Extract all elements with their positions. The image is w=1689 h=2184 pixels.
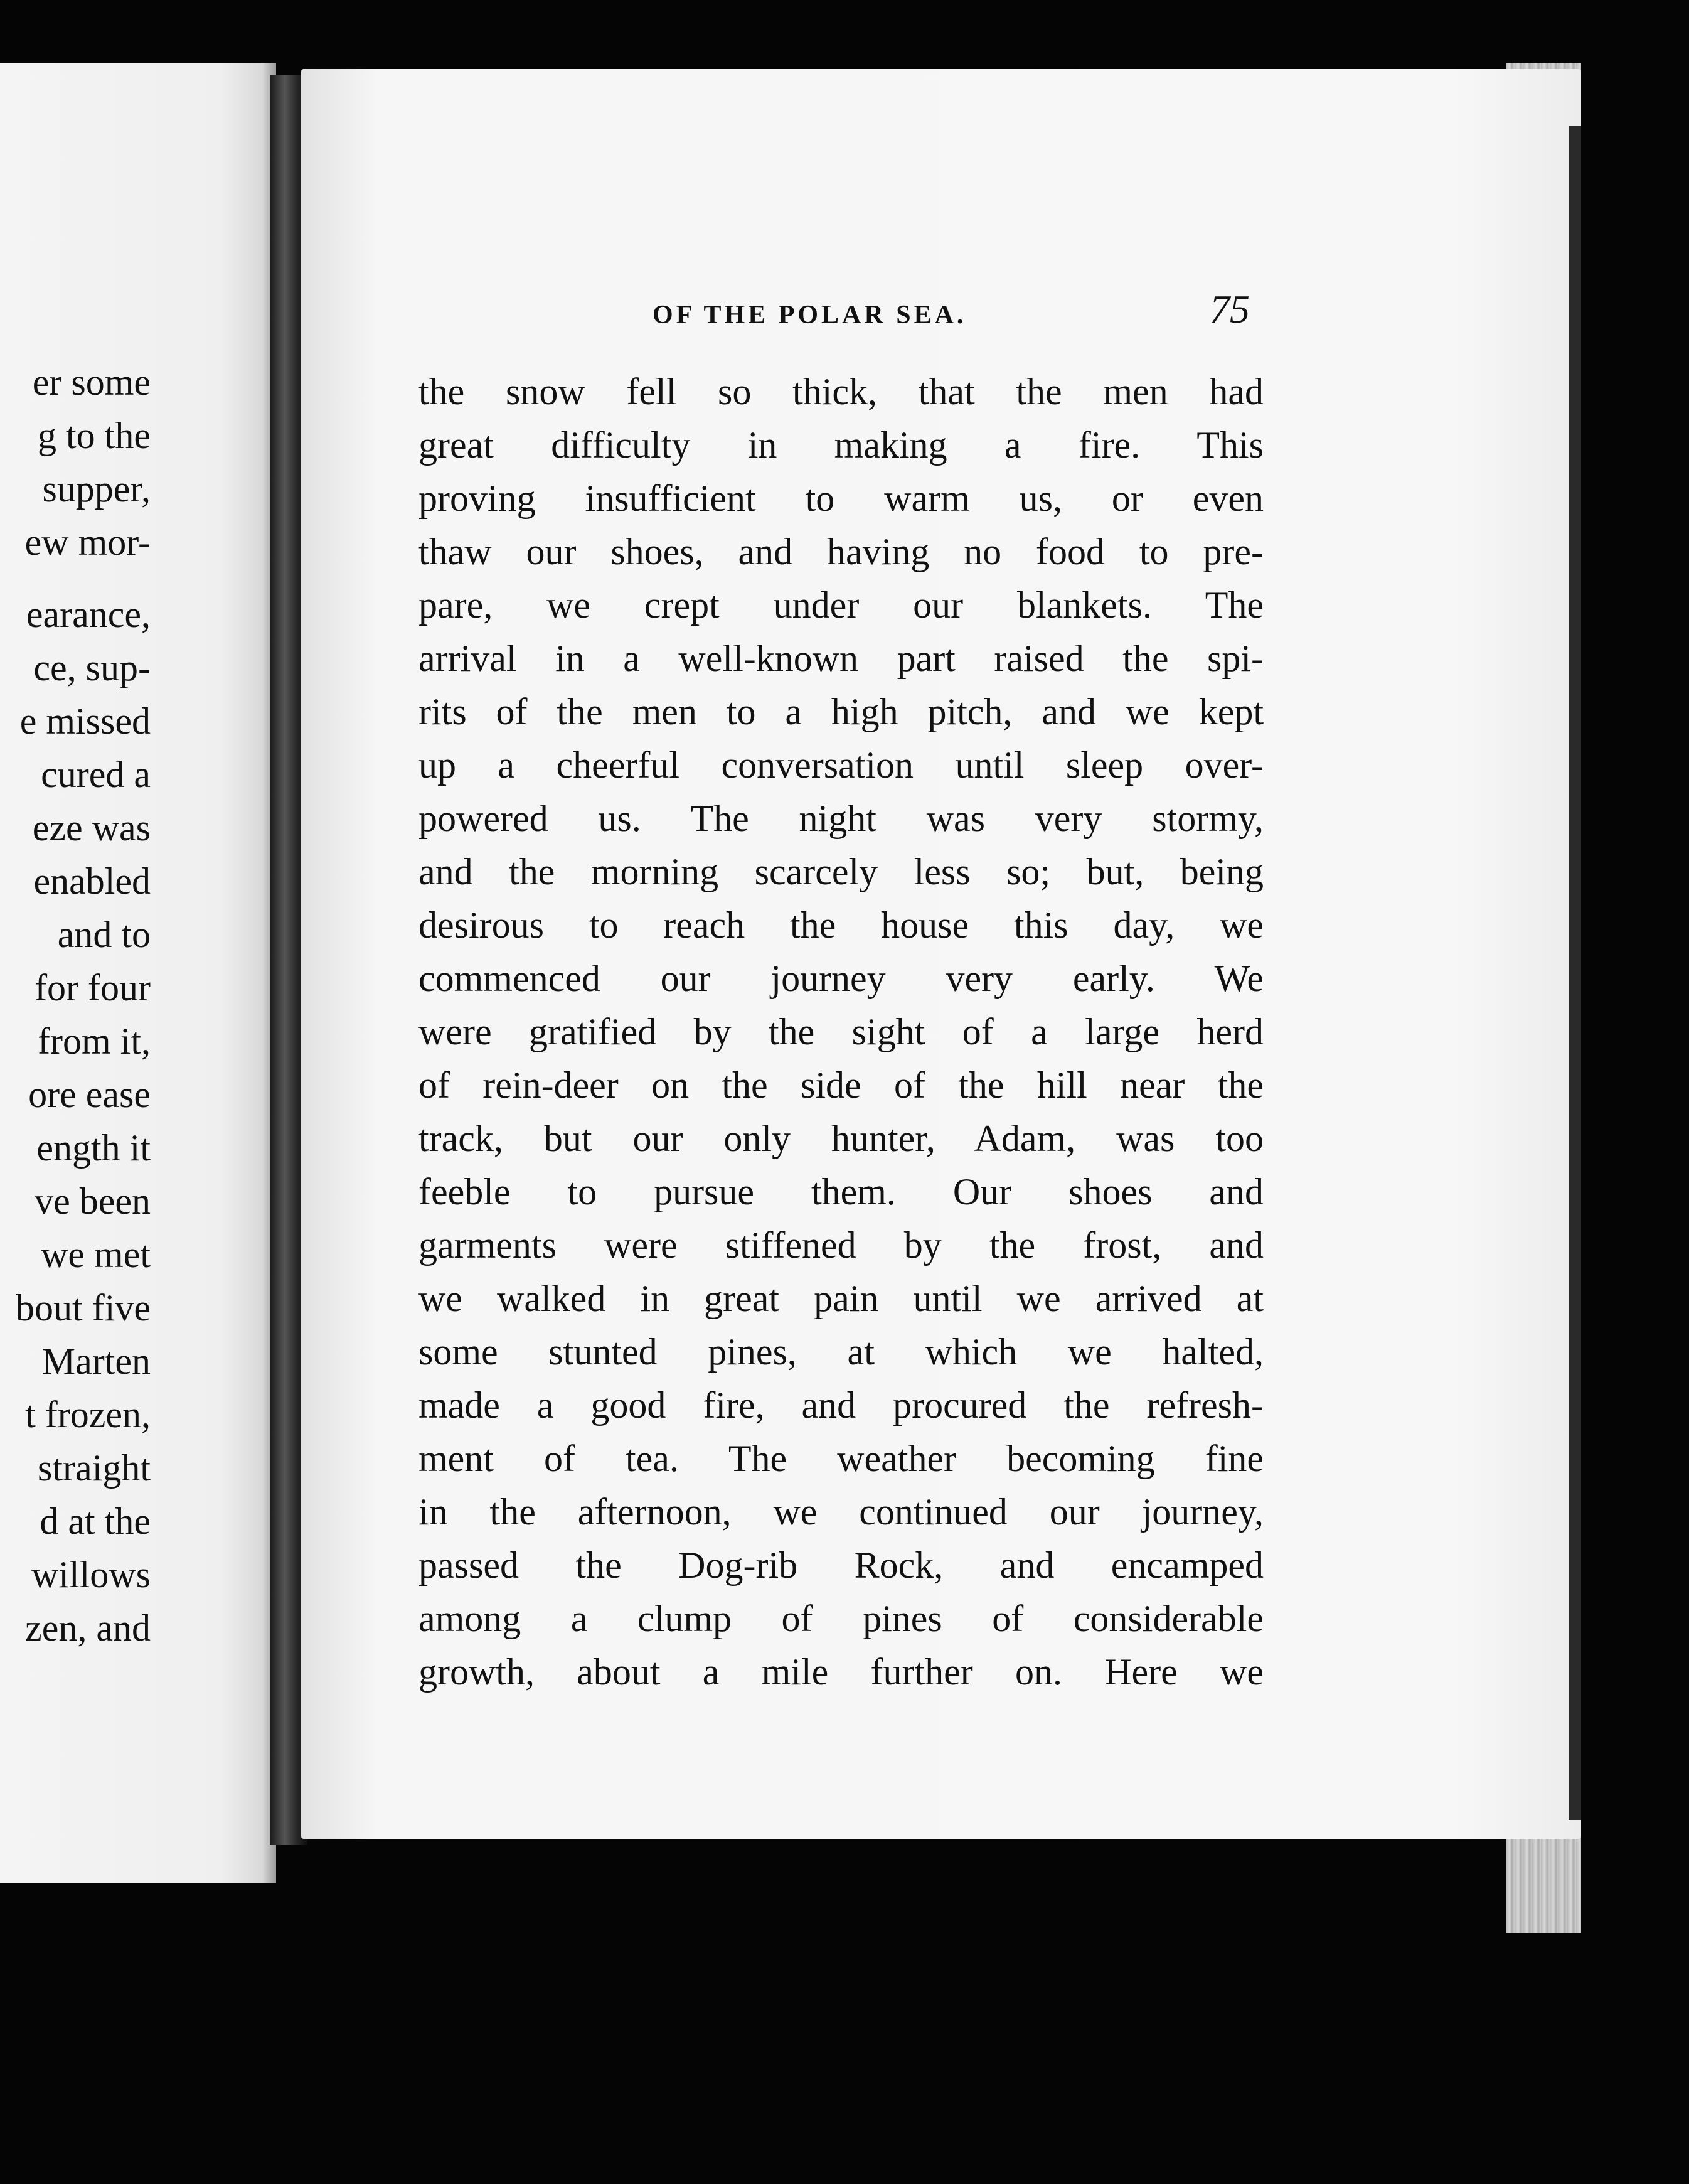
text-line: great difficulty in making a fire. This	[418, 424, 1264, 466]
left-text-fragment: ew mor-	[24, 522, 151, 563]
left-text-fragment: e missed	[19, 700, 151, 742]
left-text-fragment: er some	[32, 361, 151, 403]
text-line: feeble to pursue them. Our shoes and	[418, 1171, 1264, 1212]
left-text-fragment: from it,	[38, 1020, 151, 1062]
left-text-fragment: zen, and	[25, 1607, 151, 1649]
text-line: were gratified by the sight of a large herd	[418, 1011, 1264, 1052]
text-line: we walked in great pain until we arrived at	[418, 1278, 1264, 1319]
left-text-fragment: Marten	[41, 1341, 151, 1382]
text-line: commenced our journey very early. We	[418, 958, 1264, 999]
text-line: thaw our shoes, and having no food to pre-	[418, 531, 1264, 572]
text-line: pare, we crept under our blankets. The	[418, 584, 1264, 626]
left-text-fragment: cured a	[41, 754, 151, 795]
text-line: growth, about a mile further on. Here we	[418, 1651, 1264, 1693]
left-text-fragment: ore ease	[28, 1074, 151, 1115]
text-line: among a clump of pines of considerable	[418, 1598, 1264, 1639]
left-text-fragment: straight	[38, 1447, 151, 1489]
text-line: and the morning scarcely less so; but, being	[418, 851, 1264, 892]
text-line: passed the Dog-rib Rock, and encamped	[418, 1544, 1264, 1586]
text-line: desirous to reach the house this day, we	[418, 904, 1264, 946]
text-line: arrival in a well-known part raised the spi-	[418, 638, 1264, 679]
text-line: of rein-deer on the side of the hill near the	[418, 1064, 1264, 1106]
left-text-fragment: eze was	[32, 807, 151, 848]
text-line: in the afternoon, we continued our journey,	[418, 1491, 1264, 1533]
left-text-fragment: for four	[35, 967, 151, 1009]
left-text-fragment: we met	[41, 1234, 151, 1275]
running-header: OF THE POLAR SEA.	[653, 301, 967, 329]
text-line: proving insufficient to warm us, or even	[418, 478, 1264, 519]
text-line: powered us. The night was very stormy,	[418, 798, 1264, 839]
body-text	[418, 365, 1264, 1699]
text-line: ment of tea. The weather becoming fine	[418, 1438, 1264, 1479]
text-line: the snow fell so thick, that the men had	[418, 371, 1264, 412]
page-number: 75	[1210, 287, 1250, 331]
left-text-fragment: earance,	[26, 594, 151, 635]
left-text-fragment: bout five	[16, 1287, 151, 1329]
text-line: up a cheerful conversation until sleep over-	[418, 744, 1264, 786]
left-text-fragment: willows	[31, 1554, 151, 1595]
text-line: garments were stiffened by the frost, and	[418, 1224, 1264, 1266]
page-edge-shadow	[1569, 126, 1581, 1820]
left-text-fragment: ength it	[36, 1127, 151, 1169]
left-text-fragment: d at the	[40, 1501, 151, 1542]
left-text-fragment: t frozen,	[25, 1394, 151, 1435]
text-line: made a good fire, and procured the refresh-	[418, 1384, 1264, 1426]
left-text-fragment: enabled	[33, 860, 151, 902]
left-text-fragment: g to the	[38, 415, 151, 456]
text-line: rits of the men to a high pitch, and we kept	[418, 691, 1264, 732]
left-text-fragment: ce, sup-	[33, 647, 151, 688]
left-text-fragment: ve been	[35, 1180, 151, 1222]
text-line: track, but our only hunter, Adam, was too	[418, 1118, 1264, 1159]
left-text-fragment: and to	[57, 914, 151, 955]
left-text-fragment: supper,	[42, 468, 151, 510]
left-page	[0, 63, 276, 1883]
text-line: some stunted pines, at which we halted,	[418, 1331, 1264, 1373]
